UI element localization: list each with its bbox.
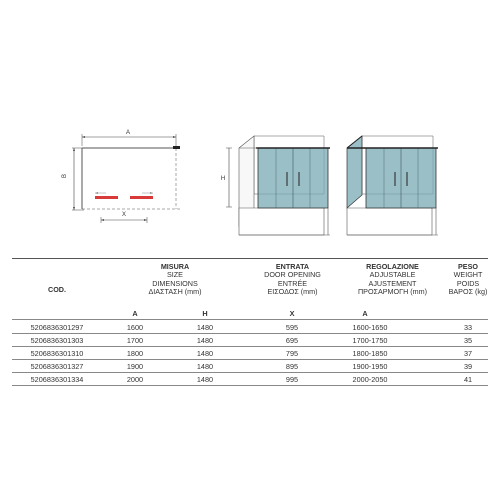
cell-a: 2000	[126, 375, 144, 384]
cell-cod: 5206836301297	[30, 323, 84, 332]
cell-x: 995	[285, 375, 299, 384]
cell-reg: 1900-1950	[352, 362, 388, 371]
cell-cod: 5206836301334	[30, 375, 84, 384]
header-peso: PESO WEIGHT POIDS ΒΑΡΟΣ (kg)	[448, 262, 488, 297]
row-divider	[12, 333, 488, 334]
row-divider	[12, 359, 488, 360]
row-divider	[12, 372, 488, 373]
cell-reg: 1700-1750	[352, 336, 388, 345]
cell-h: 1480	[196, 336, 214, 345]
cell-peso: 41	[463, 375, 473, 384]
cell-peso: 39	[463, 362, 473, 371]
cell-x: 595	[285, 323, 299, 332]
cell-a: 1600	[126, 323, 144, 332]
subheader-a: A	[132, 309, 138, 318]
elevation-label-h: H	[220, 176, 226, 182]
cell-x: 795	[285, 349, 299, 358]
cell-reg: 2000-2050	[352, 375, 388, 384]
plan-label-x: X	[121, 212, 127, 218]
cell-a: 1900	[126, 362, 144, 371]
table-bottom-border	[12, 385, 488, 386]
header-misura: MISURA SIZE DIMENSIONS ΔΙΑΣΤΑΣΗ (mm)	[148, 262, 202, 297]
cell-h: 1480	[196, 323, 214, 332]
subheader-x: X	[289, 309, 295, 318]
cell-reg: 1800-1850	[352, 349, 388, 358]
cell-peso: 33	[463, 323, 473, 332]
cell-h: 1480	[196, 349, 214, 358]
cell-h: 1480	[196, 362, 214, 371]
cell-cod: 5206836301303	[30, 336, 84, 345]
header-regolazione: REGOLAZIONE ADJUSTABLE AJUSTEMENT ΠΡΟΣΑΡΜΟΓΗ (mm)	[357, 262, 428, 297]
cell-h: 1480	[196, 375, 214, 384]
row-divider	[12, 319, 488, 320]
cell-a: 1700	[126, 336, 144, 345]
subheader-h: H	[202, 309, 208, 318]
cell-x: 895	[285, 362, 299, 371]
plan-label-a: A	[125, 130, 131, 136]
cell-reg: 1600-1650	[352, 323, 388, 332]
cell-cod: 5206836301327	[30, 362, 84, 371]
plan-label-b: B	[62, 173, 68, 179]
table-top-border	[12, 258, 488, 259]
header-cod: COD.	[48, 285, 66, 294]
subheader-a2: A	[362, 309, 368, 318]
cell-peso: 37	[463, 349, 473, 358]
row-divider	[12, 346, 488, 347]
cell-x: 695	[285, 336, 299, 345]
header-entrata: ENTRATA DOOR OPENING ENTRÉE ΕΙΣΟΔΟΣ (mm)	[264, 262, 321, 297]
cell-peso: 35	[463, 336, 473, 345]
cell-a: 1800	[126, 349, 144, 358]
cell-cod: 5206836301310	[30, 349, 84, 358]
